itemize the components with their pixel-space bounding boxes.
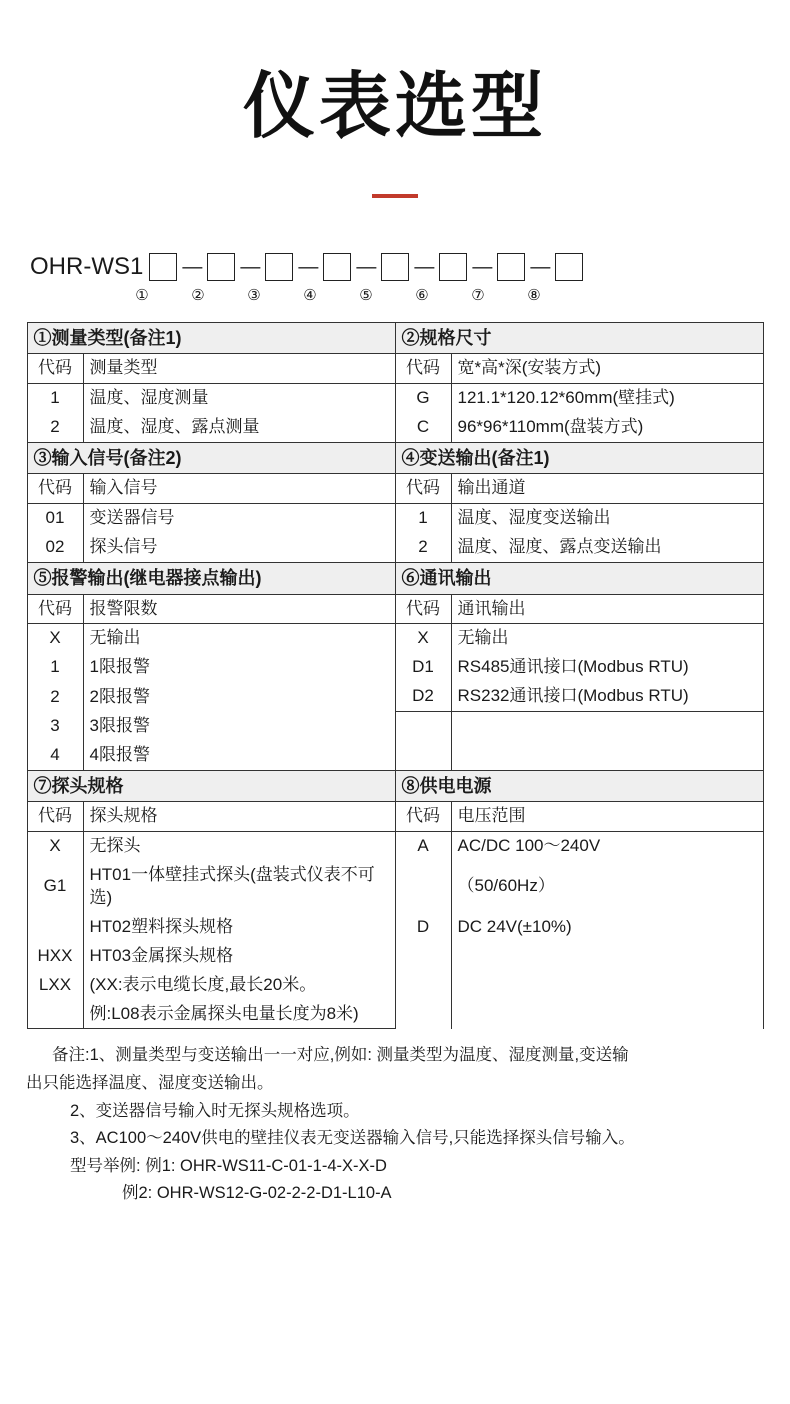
code-5-3: 2 (27, 682, 83, 711)
desc-1-2: 温度、湿度、露点测量 (83, 413, 395, 442)
table-row (27, 682, 763, 711)
model-marker-4: ④ (303, 287, 317, 304)
code-3-1: 01 (27, 504, 83, 533)
desc-1-1: 温度、湿度测量 (83, 384, 395, 413)
table-row (27, 533, 763, 562)
model-marker-8: ⑧ (527, 287, 541, 304)
remark-line-1 (26, 1043, 764, 1069)
desc-7-2: HT01一体壁挂式探头(盘装式仪表不可选) (83, 861, 395, 913)
col-head-desc-6: 通讯输出 (451, 594, 763, 624)
spacer-desc-6 (451, 712, 763, 770)
section-header-5: ⑤报警输出(继电器接点输出) (27, 563, 395, 594)
code-2-2: C (395, 413, 451, 442)
model-marker-5: ⑤ (359, 287, 373, 304)
model-marker-1: ① (135, 287, 149, 304)
specification-table (27, 322, 764, 1029)
model-marker-2: ② (191, 287, 205, 304)
table-row (27, 653, 763, 682)
table-row (27, 942, 763, 971)
code-1-1: 1 (27, 384, 83, 413)
code-8-2 (395, 861, 451, 913)
col-head-code-5: 代码 (27, 594, 83, 624)
desc-7-4: HT03金属探头规格 (83, 942, 395, 971)
model-box-8[interactable] (555, 253, 583, 281)
col-head-desc-2: 宽*高*深(安装方式) (451, 354, 763, 384)
model-box-2[interactable] (207, 253, 235, 281)
code-5-5: 4 (27, 741, 83, 770)
table-row (27, 323, 763, 354)
spacer-code-6 (395, 712, 451, 770)
desc-7-3: HT02塑料探头规格 (83, 913, 395, 942)
table-row (27, 504, 763, 533)
table-row (27, 712, 763, 741)
model-dash-1: — (182, 255, 203, 278)
section-header-4: ④变送输出(备注1) (395, 443, 763, 474)
model-box-6[interactable] (439, 253, 467, 281)
title-divider (372, 194, 418, 198)
remarks-label: 备注: (52, 1046, 90, 1065)
desc-6-3: RS232通讯接口(Modbus RTU) (451, 682, 763, 711)
desc-6-1: 无输出 (451, 624, 763, 653)
model-dash-7: — (530, 255, 551, 278)
model-code-diagram (0, 250, 790, 312)
model-prefix: OHR-WS1 (30, 253, 144, 280)
section-header-1: ①测量类型(备注1) (27, 323, 395, 354)
example-1: 例1: OHR-WS11-C-01-1-4-X-X-D (145, 1156, 387, 1175)
desc-2-1: 121.1*120.12*60mm(壁挂式) (451, 384, 763, 413)
example-label: 型号举例: (70, 1156, 141, 1175)
col-head-desc-4: 输出通道 (451, 474, 763, 504)
table-row (27, 563, 763, 594)
table-row (27, 384, 763, 413)
section-header-3: ③输入信号(备注2) (27, 443, 395, 474)
desc-8-3: DC 24V(±10%) (451, 913, 763, 942)
col-head-code-3: 代码 (27, 474, 83, 504)
code-7-1: X (27, 831, 83, 860)
remark-line-2: 出只能选择温度、湿度变送输出。 (26, 1074, 274, 1092)
desc-5-1: 无输出 (83, 624, 395, 653)
table-row (27, 831, 763, 860)
selection-guide-page (0, 48, 790, 1404)
desc-8-1: AC/DC 100～240V (451, 831, 763, 860)
spacer-desc-8 (451, 942, 763, 1029)
col-head-code-1: 代码 (27, 354, 83, 384)
model-marker-6: ⑥ (415, 287, 429, 304)
code-4-1: 1 (395, 504, 451, 533)
code-2-1: G (395, 384, 451, 413)
table-row (27, 624, 763, 653)
spacer-code-8 (395, 942, 451, 1029)
example-line-1 (26, 1154, 764, 1180)
table-row (27, 770, 763, 801)
remark-line-4: 3、AC100～240V供电的壁挂仪表无变送器输入信号,只能选择探头信号输入。 (70, 1129, 635, 1148)
table-row (27, 443, 763, 474)
code-7-5: LXX (27, 971, 83, 1000)
code-7-2: G1 (27, 861, 83, 913)
desc-7-6: 例:L08表示金属探头电量长度为8米) (83, 1000, 395, 1029)
code-6-1: X (395, 624, 451, 653)
code-5-2: 1 (27, 653, 83, 682)
section-header-7: ⑦探头规格 (27, 770, 395, 801)
code-8-3: D (395, 913, 451, 942)
model-box-5[interactable] (381, 253, 409, 281)
col-head-code-4: 代码 (395, 474, 451, 504)
code-5-1: X (27, 624, 83, 653)
desc-6-2: RS485通讯接口(Modbus RTU) (451, 653, 763, 682)
desc-8-2: （50/60Hz） (451, 861, 763, 913)
code-7-6 (27, 1000, 83, 1029)
code-6-3: D2 (395, 682, 451, 711)
model-box-4[interactable] (323, 253, 351, 281)
desc-7-1: 无探头 (83, 831, 395, 860)
model-dash-6: — (472, 255, 493, 278)
desc-5-3: 2限报警 (83, 682, 395, 711)
example-line-2: 例2: OHR-WS12-G-02-2-2-D1-L10-A (122, 1184, 392, 1203)
code-7-3 (27, 913, 83, 942)
col-head-code-2: 代码 (395, 354, 451, 384)
col-head-desc-7: 探头规格 (83, 801, 395, 831)
desc-4-2: 温度、湿度、露点变送输出 (451, 533, 763, 562)
col-head-code-8: 代码 (395, 801, 451, 831)
section-header-8: ⑧供电电源 (395, 770, 763, 801)
table-row (27, 594, 763, 624)
code-8-1: A (395, 831, 451, 860)
code-5-4: 3 (27, 712, 83, 741)
model-dash-5: — (414, 255, 435, 278)
desc-3-2: 探头信号 (83, 533, 395, 562)
col-head-desc-3: 输入信号 (83, 474, 395, 504)
section-header-6: ⑥通讯输出 (395, 563, 763, 594)
remark-item-1: 1、测量类型与变送输出一一对应,例如: 测量类型为温度、湿度测量,变送输 (89, 1046, 629, 1065)
code-7-4: HXX (27, 942, 83, 971)
desc-7-5: (XX:表示电缆长度,最长20米。 (83, 971, 395, 1000)
code-4-2: 2 (395, 533, 451, 562)
col-head-desc-5: 报警限数 (83, 594, 395, 624)
desc-2-2: 96*96*110mm(盘装方式) (451, 413, 763, 442)
table-row (27, 801, 763, 831)
remarks-block (26, 1043, 764, 1206)
desc-3-1: 变送器信号 (83, 504, 395, 533)
section-header-2: ②规格尺寸 (395, 323, 763, 354)
col-head-desc-8: 电压范围 (451, 801, 763, 831)
model-box-1[interactable] (149, 253, 177, 281)
table-row (27, 474, 763, 504)
code-1-2: 2 (27, 413, 83, 442)
desc-5-5: 4限报警 (83, 741, 395, 770)
table-row (27, 861, 763, 913)
model-code-row (30, 250, 790, 284)
desc-4-1: 温度、湿度变送输出 (451, 504, 763, 533)
desc-5-4: 3限报警 (83, 712, 395, 741)
model-dash-4: — (356, 255, 377, 278)
model-marker-row (30, 286, 790, 304)
remark-line-3: 2、变送器信号输入时无探头规格选项。 (70, 1101, 360, 1120)
desc-5-2: 1限报警 (83, 653, 395, 682)
code-3-2: 02 (27, 533, 83, 562)
col-head-code-7: 代码 (27, 801, 83, 831)
table-row (27, 354, 763, 384)
model-dash-3: — (298, 255, 319, 278)
model-box-7[interactable] (497, 253, 525, 281)
table-row (27, 413, 763, 442)
col-head-code-6: 代码 (395, 594, 451, 624)
page-title: 仪表选型 (242, 67, 547, 147)
model-box-3[interactable] (265, 253, 293, 281)
code-6-2: D1 (395, 653, 451, 682)
model-marker-3: ③ (247, 287, 261, 304)
model-marker-7: ⑦ (471, 287, 485, 304)
model-dash-2: — (240, 255, 261, 278)
table-row (27, 913, 763, 942)
col-head-desc-1: 测量类型 (83, 354, 395, 384)
